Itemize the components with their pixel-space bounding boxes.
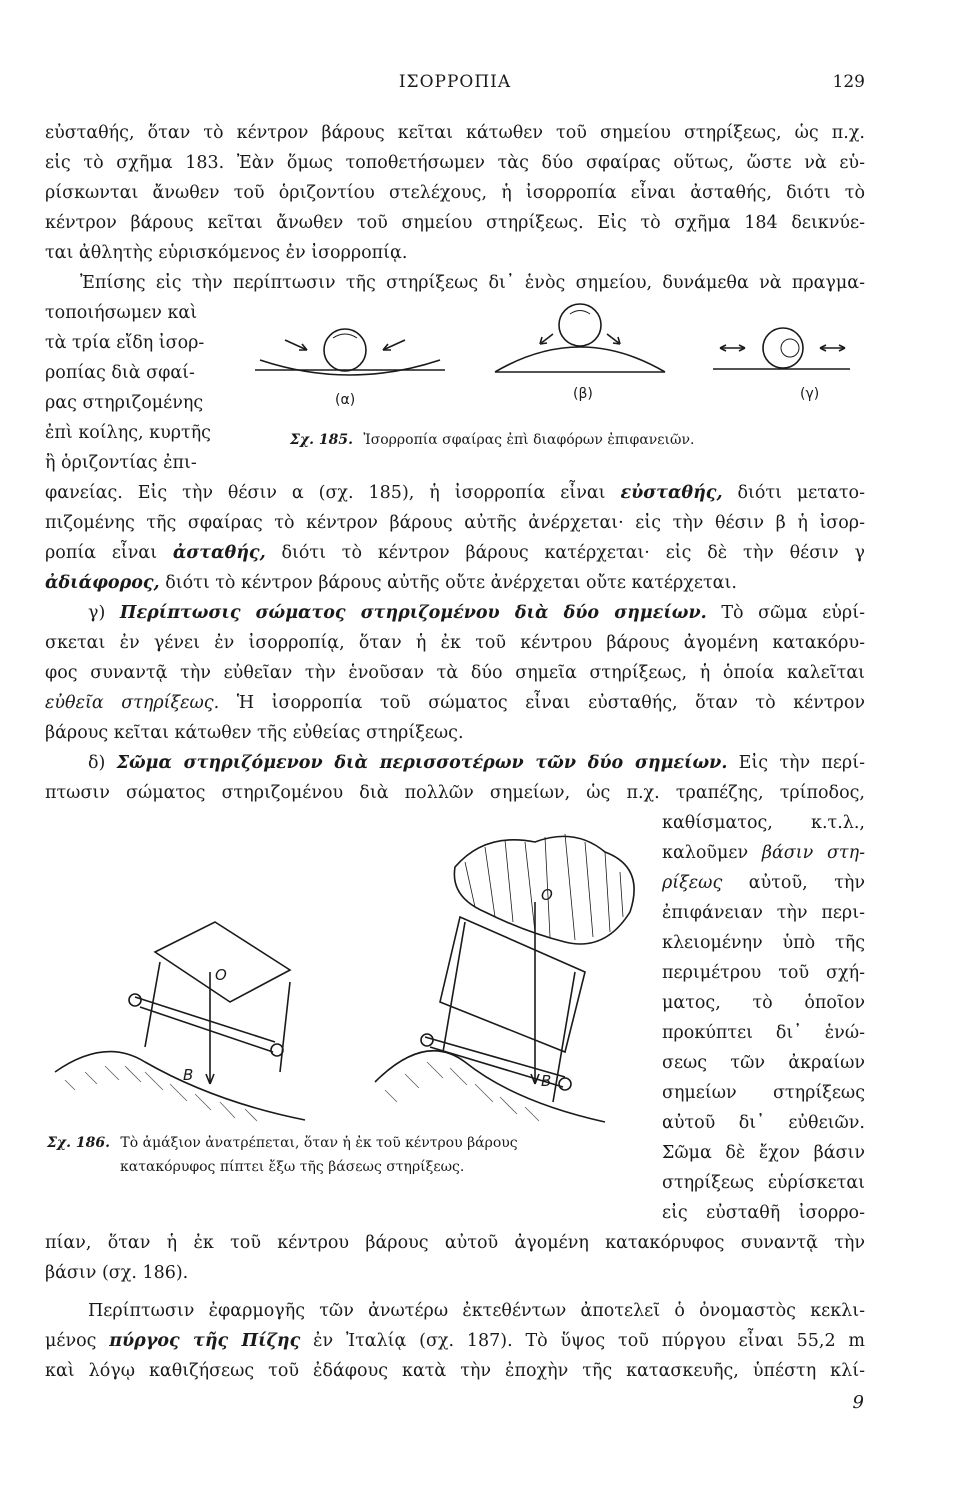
text-line: αὐτοῦ δι᾽ εὐθειῶν. bbox=[662, 1113, 865, 1133]
text-line: φανείας. Εἰς τὴν θέσιν α (σχ. 185), ἡ ἰσορροπία εἶναι εὐσταθής, διότι μετατο- bbox=[45, 483, 865, 503]
cart-axle-left bbox=[135, 997, 275, 1052]
section-d-title: Σῶμα στηριζόμενον διὰ περισσοτέρων τῶν δύο σημείων. bbox=[116, 753, 728, 773]
fig185-label-a: (α) bbox=[335, 392, 356, 408]
cart-body-left bbox=[155, 922, 290, 1002]
label-b-left: B bbox=[183, 1066, 194, 1084]
text-line: κλειομένην ὑπὸ τῆς bbox=[662, 933, 865, 953]
text-line: ροπία εἶναι ἀσταθής, διότι τὸ κέντρον βάρους κατέρχεται· εἰς δὲ τὴν θέσιν γ bbox=[45, 543, 865, 563]
text-line: ρίξεως αὐτοῦ, τὴν bbox=[662, 873, 865, 893]
caption-number: Σχ. 186. bbox=[47, 1135, 110, 1151]
text-line: εἰς τὸ σχῆμα 183. Ἐὰν ὅμως τοποθετήσωμεν τὰς δύο σφαίρας οὕτως, ὥστε νὰ εὑ- bbox=[45, 153, 865, 173]
text-line: καθίσματος, κ.τ.λ., bbox=[662, 813, 865, 833]
text-line: μένος πύργος τῆς Πίζης ἐν Ἰταλίᾳ (σχ. 187). Τὸ ὕψος τοῦ πύργου εἶναι 55,2 m bbox=[45, 1331, 866, 1351]
sphere-c bbox=[763, 328, 803, 368]
text-line: εὐθεῖα στηρίξεως. Ἡ ἰσορροπία τοῦ σώματος εἶναι εὐσταθής, ὅταν τὸ κέντρον bbox=[45, 693, 865, 713]
text-line: καλοῦμεν βάσιν στη- bbox=[662, 843, 865, 863]
term-support-line: εὐθεῖα στηρίξεως. bbox=[45, 693, 220, 713]
text-line: ἐπιφάνειαν τὴν περι- bbox=[662, 903, 865, 923]
section-g-heading: γ) Περίπτωσις σώματος στηριζομένου διὰ δύο σημείων. Τὸ σῶμα εὑρί- bbox=[88, 603, 865, 623]
figure-186 bbox=[45, 822, 645, 1132]
text-line: φος συναντᾷ τὴν εὐθεῖαν τὴν ἑνοῦσαν τὰ δύο σημεῖα στηρίξεως, ἡ ὁποία καλεῖται bbox=[45, 663, 865, 683]
text-line: εἰς εὐσταθῆ ἰσορρο- bbox=[662, 1203, 865, 1223]
page-header bbox=[45, 72, 865, 96]
page-number: 129 bbox=[832, 72, 865, 92]
label-b-right: B bbox=[541, 1072, 552, 1090]
text-line: πιζομένης τῆς σφαίρας τὸ κέντρον βάρους αὐτῆς ἀνέρχεται· εἰς τὴν θέσιν β ἡ ἰσορ- bbox=[45, 513, 865, 533]
term-unstable: ἀσταθής, bbox=[172, 543, 266, 563]
text-line: πτωσιν σώματος στηριζομένου διὰ πολλῶν σημείων, ὡς π.χ. τραπέζης, τρίποδος, bbox=[45, 783, 865, 803]
caption-text: Ἰσορροπία σφαίρας ἐπὶ διαφόρων ἐπιφανειῶν. bbox=[363, 432, 695, 448]
section-g-title: Περίπτωσις σώματος στηριζομένου διὰ δύο σημείων. bbox=[119, 603, 707, 623]
text-line: ρας στηριζομένης bbox=[45, 393, 204, 413]
text-line: ἐπὶ κοίλης, κυρτῆς bbox=[45, 423, 211, 443]
text-line: σκεται ἐν γένει ἐν ἰσορροπίᾳ, ὅταν ἡ ἐκ τοῦ κέντρου βάρους ἀγομένη κατακόρυ- bbox=[45, 633, 865, 653]
caption-number: Σχ. 185. bbox=[290, 432, 353, 448]
running-title: ΙΣΟΡΡΟΠΙΑ bbox=[398, 72, 512, 92]
section-d-heading: δ) Σῶμα στηριζόμενον διὰ περισσοτέρων τῶν δύο σημείων. Εἰς τὴν περί- bbox=[88, 753, 865, 773]
fig186-caption bbox=[47, 1135, 518, 1151]
text-line: περιμέτρου τοῦ σχή- bbox=[662, 963, 865, 983]
convex-surface bbox=[495, 347, 665, 372]
text-line: ρίσκωνται ἄνωθεν τοῦ ὁριζοντίου στελέχους, ἡ ἰσορροπία εἶναι ἀσταθής, διότι τὸ bbox=[45, 183, 865, 203]
fig185-label-c: (γ) bbox=[800, 386, 820, 402]
text-line: στηρίξεως εὑρίσκεται bbox=[662, 1173, 865, 1193]
signature-mark: 9 bbox=[852, 1392, 864, 1413]
concave-surface bbox=[260, 360, 440, 375]
text-line: προκύπτει δι᾽ ἑνώ- bbox=[662, 1023, 865, 1043]
label-o-right: O bbox=[541, 886, 553, 904]
text-line: ται ἀθλητὴς εὑρισκόμενος ἐν ἰσορροπίᾳ. bbox=[45, 243, 408, 263]
term-indifferent: ἀδιάφορος, bbox=[45, 573, 160, 593]
text-line: ροπίας διὰ σφαί- bbox=[45, 363, 195, 383]
text-line: βάσιν (σχ. 186). bbox=[45, 1263, 189, 1283]
ground-left bbox=[55, 1052, 305, 1120]
fig185-label-b: (β) bbox=[573, 386, 593, 402]
text-line: ἢ ὁριζοντίας ἐπι- bbox=[45, 453, 197, 473]
text-line: κέντρον βάρους κεῖται ἄνωθεν τοῦ σημείου στηρίξεως. Εἰς τὸ σχῆμα 184 δεικνύε- bbox=[45, 213, 865, 233]
text-line: Περίπτωσιν ἐφαρμογῆς τῶν ἀνωτέρω ἐκτεθέντων ἀποτελεῖ ὁ ὀνομαστὸς κεκλι- bbox=[88, 1301, 865, 1321]
figure-185 bbox=[245, 302, 865, 402]
caption-line: Τὸ ἁμάξιον ἀνατρέπεται, ὅταν ἡ ἐκ τοῦ κέντρου βάρους bbox=[120, 1135, 518, 1151]
text-line: Ἐπίσης εἰς τὴν περίπτωσιν τῆς στηρίξεως δι᾽ ἑνὸς σημείου, δυνάμεθα νὰ πραγμα- bbox=[80, 273, 865, 293]
text-line: σημείων στηρίξεως bbox=[662, 1083, 865, 1103]
text-line: βάρους κεῖται κάτωθεν τῆς εὐθείας στηρίξεως. bbox=[45, 723, 464, 743]
text-line: τὰ τρία εἴδη ἰσορ- bbox=[45, 333, 205, 353]
text-line: τοποιήσωμεν καὶ bbox=[45, 303, 198, 323]
text-line: εὐσταθής, ὅταν τὸ κέντρον βάρους κεῖται κάτωθεν τοῦ σημείου στηρίξεως, ὡς π.χ. bbox=[45, 123, 865, 143]
text-line: Σῶμα δὲ ἔχον βάσιν bbox=[662, 1143, 865, 1163]
pisa-tower: πύργος τῆς Πίζης bbox=[109, 1331, 301, 1351]
fig186-caption-line2: κατακόρυφος πίπτει ἔξω τῆς βάσεως στηρίξεως. bbox=[120, 1159, 465, 1175]
text-line: καὶ λόγῳ καθιζήσεως τοῦ ἐδάφους κατὰ τὴν ἐποχὴν τῆς κατασκευῆς, ὑπέστη κλί- bbox=[45, 1361, 865, 1381]
label-o-left: O bbox=[215, 966, 227, 984]
text-line: ματος, τὸ ὁποῖον bbox=[662, 993, 865, 1013]
fig185-caption bbox=[290, 432, 694, 448]
text-line: πίαν, ὅταν ἡ ἐκ τοῦ κέντρου βάρους αὐτοῦ ἀγομένη κατακόρυφος συναντᾷ τὴν bbox=[45, 1233, 865, 1253]
text-line: σεως τῶν ἀκραίων bbox=[662, 1053, 865, 1073]
term-stable: εὐσταθής, bbox=[620, 483, 723, 503]
sphere-a bbox=[324, 329, 366, 371]
text-line: ἀδιάφορος, διότι τὸ κέντρον βάρους αὐτῆς οὔτε ἀνέρχεται οὔτε κατέρχεται. bbox=[45, 573, 737, 593]
